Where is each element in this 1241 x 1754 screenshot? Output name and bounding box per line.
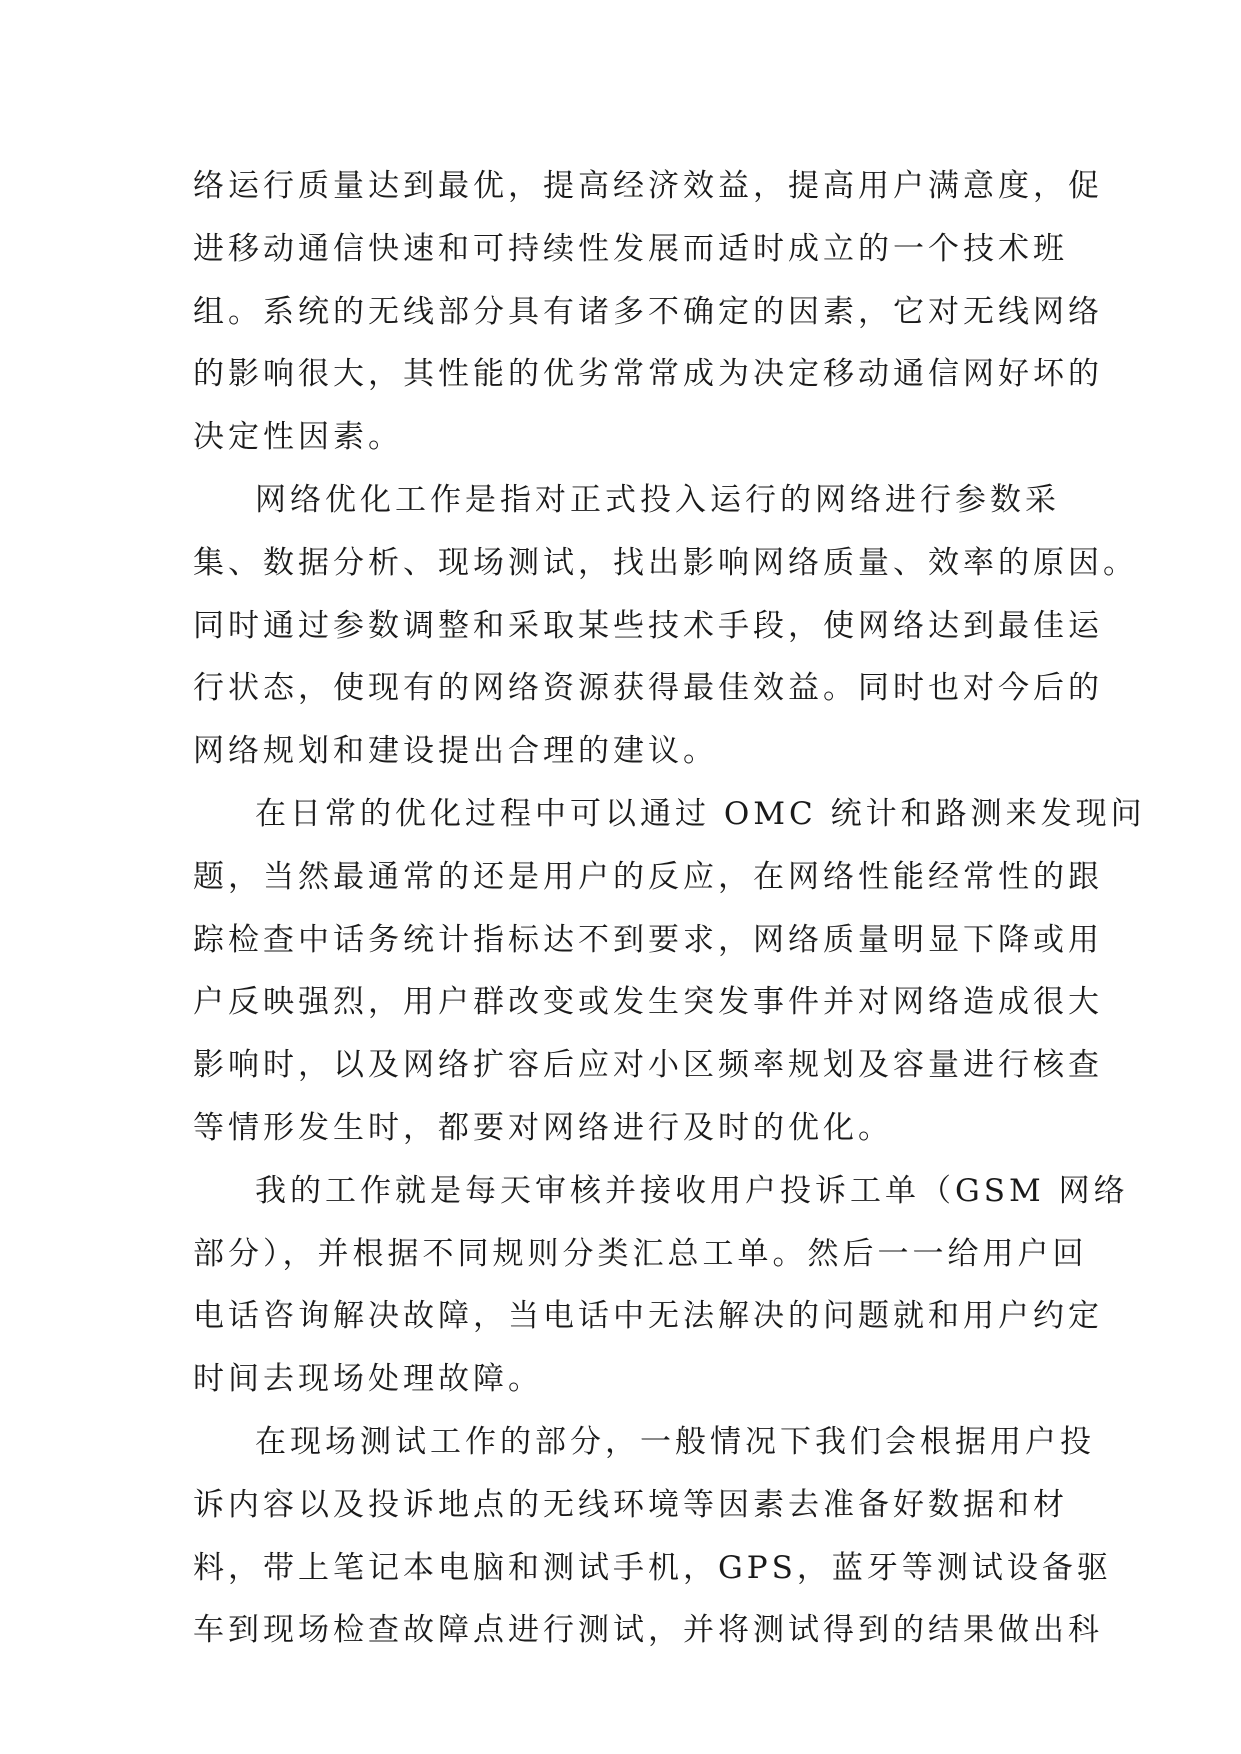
text-line: 部分），并根据不同规则分类汇总工单。然后一一给用户回 <box>193 1235 1088 1272</box>
text-line: 诉内容以及投诉地点的无线环境等因素去准备好数据和材 <box>193 1486 1068 1523</box>
text-line: 在现场测试工作的部分，一般情况下我们会根据用户投 <box>255 1423 1095 1460</box>
text-line: 决定性因素。 <box>193 419 403 456</box>
text-line: 影响时，以及网络扩容后应对小区频率规划及容量进行核查 <box>193 1047 1103 1084</box>
text-line: 我的工作就是每天审核并接收用户投诉工单（GSM 网络 <box>255 1172 1129 1209</box>
body-text <box>193 155 1146 1662</box>
paragraph <box>193 155 1103 469</box>
text-line: 网络优化工作是指对正式投入运行的网络进行参数采 <box>255 481 1060 518</box>
text-line: 等情形发生时，都要对网络进行及时的优化。 <box>193 1109 893 1146</box>
text-line: 行状态，使现有的网络资源获得最佳效益。同时也对今后的 <box>193 670 1103 707</box>
paragraph <box>193 783 1146 1160</box>
paragraph <box>193 469 1138 783</box>
text-line: 电话咨询解决故障，当电话中无法解决的问题就和用户约定 <box>193 1298 1103 1335</box>
text-line: 时间去现场处理故障。 <box>193 1361 543 1398</box>
text-line: 题，当然最通常的还是用户的反应，在网络性能经常性的跟 <box>193 858 1103 895</box>
text-line: 户反映强烈，用户群改变或发生突发事件并对网络造成很大 <box>193 984 1103 1021</box>
paragraph <box>193 1160 1129 1411</box>
text-line: 在日常的优化过程中可以通过 OMC 统计和路测来发现问 <box>255 795 1146 832</box>
text-line: 车到现场检查故障点进行测试，并将测试得到的结果做出科 <box>193 1612 1103 1649</box>
text-line: 网络规划和建设提出合理的建议。 <box>193 733 718 770</box>
text-line: 同时通过参数调整和采取某些技术手段，使网络达到最佳运 <box>193 607 1103 644</box>
text-line: 组。系统的无线部分具有诸多不确定的因素，它对无线网络 <box>193 293 1103 330</box>
text-line: 料，带上笔记本电脑和测试手机，GPS，蓝牙等测试设备驱 <box>193 1549 1112 1586</box>
text-line: 的影响很大，其性能的优劣常常成为决定移动通信网好坏的 <box>193 356 1103 393</box>
paragraph <box>193 1411 1112 1662</box>
text-line: 进移动通信快速和可持续性发展而适时成立的一个技术班 <box>193 230 1068 267</box>
text-line: 络运行质量达到最优，提高经济效益，提高用户满意度，促 <box>193 168 1103 204</box>
text-line: 集、数据分析、现场测试，找出影响网络质量、效率的原因。 <box>193 544 1138 581</box>
text-line: 踪检查中话务统计指标达不到要求，网络质量明显下降或用 <box>193 921 1103 958</box>
